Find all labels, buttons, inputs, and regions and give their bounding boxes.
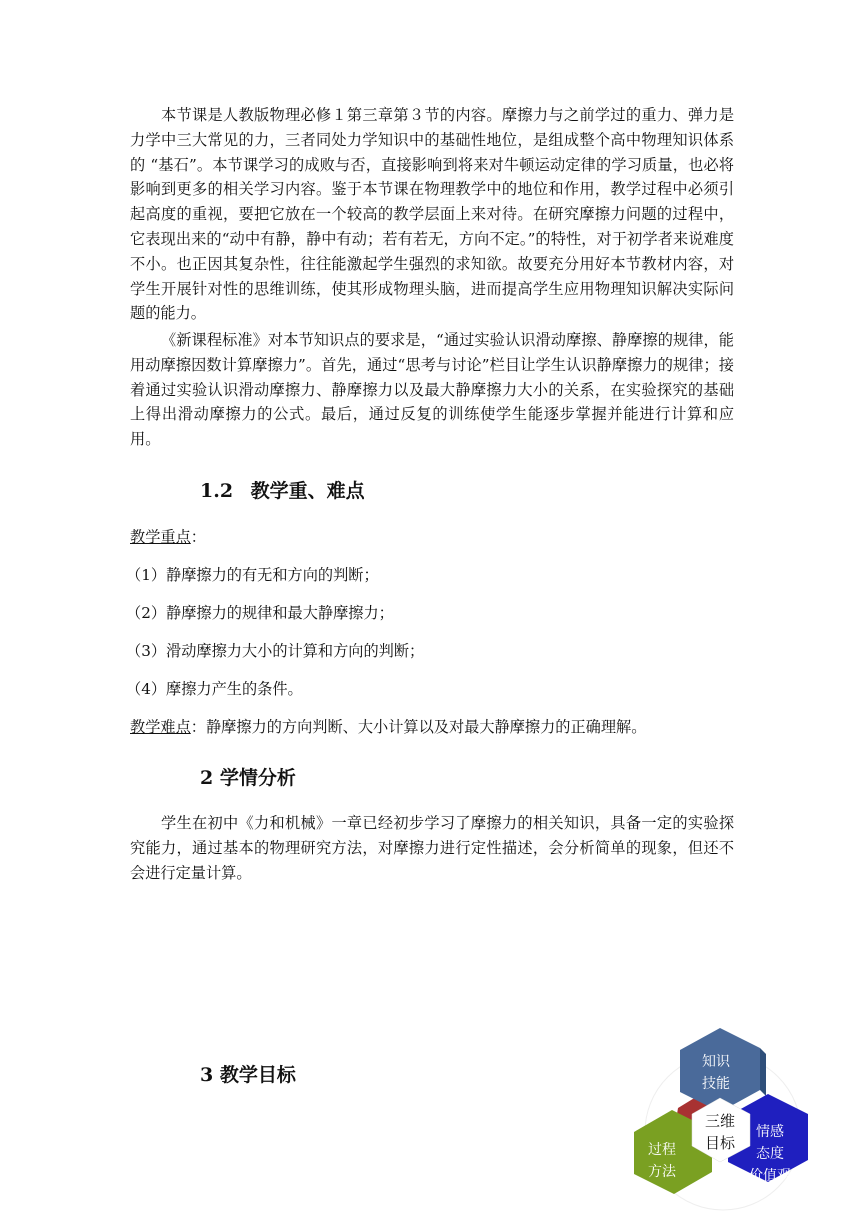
key-points-label-line bbox=[130, 527, 206, 547]
process-label-line-2: 方法 bbox=[648, 1163, 676, 1179]
learner-analysis-paragraph: 学生在初中《力和机械》一章已经初步学习了摩擦力的相关知识，具备一定的实验探究能力，通过基本的物理研究方法，对摩擦力进行定性描述，会分析简单的现象，但还不会进行定量计算。 bbox=[130, 814, 734, 882]
key-point-item: （4）摩擦力产生的条件。 bbox=[126, 680, 303, 698]
center-label-line-1: 三维 bbox=[704, 1113, 736, 1130]
difficulty-line bbox=[130, 717, 646, 737]
knowledge-label-line-2: 技能 bbox=[702, 1075, 730, 1091]
key-points-label: 教学重点 bbox=[130, 528, 191, 546]
section-title: 教学重、难点 bbox=[250, 480, 365, 502]
difficulty-label: 教学难点 bbox=[130, 718, 191, 736]
key-points-colon: ： bbox=[190, 528, 206, 546]
section-number: 3 bbox=[200, 1064, 214, 1086]
section-1-2-heading bbox=[200, 476, 365, 503]
section-title: 教学目标 bbox=[219, 1064, 296, 1086]
section-3-heading bbox=[200, 1060, 296, 1087]
knowledge-hex-shade bbox=[760, 1048, 766, 1096]
emotion-label-line-1: 情感 bbox=[756, 1123, 784, 1139]
center-label-line-2: 目标 bbox=[704, 1135, 736, 1152]
three-dimension-goals-diagram bbox=[628, 1020, 818, 1216]
section-number: 2 bbox=[200, 767, 214, 789]
key-point-item: （2）静摩擦力的规律和最大静摩擦力； bbox=[126, 604, 394, 622]
knowledge-label-line-1: 知识 bbox=[702, 1053, 730, 1069]
key-point-item: （1）静摩擦力的有无和方向的判断； bbox=[126, 566, 379, 584]
section-number: 1.2 bbox=[200, 480, 234, 502]
emotion-label-line-2: 态度 bbox=[756, 1145, 784, 1161]
section-2-heading bbox=[200, 763, 296, 790]
process-label-line-1: 过程 bbox=[648, 1141, 676, 1157]
intro-paragraph-1: 本节课是人教版物理必修１第三章第３节的内容。摩擦力与之前学过的重力、弹力是力学中三大常见的力，三者同处力学知识中的基础性地位，是组成整个高中物理知识体系的 “基石”。本节课学习的成败与否，直接影响到将来对牛顿运动定律的学习质量，也必将影响到更多的相关学习内容。鉴于本节课在物理教学中的地位和作用，教学过程中必须引起高度的重视，要把它放在一个较高的教学层面上来对待。在研究摩擦力问题的过程中，它表现出来的“动中有静，静中有动；若有若无，方向不定。”的特性，对于初学者来说难度不小。也正因其复杂性，往往能激起学生强烈的求知欲。故要充分用好本节教材内容，对学生开展针对性的思维训练，使其形成物理头脑，进而提高学生应用物理知识解决实际问题的能力。 bbox=[130, 106, 734, 323]
emotion-label-line-3: 价值观 bbox=[749, 1167, 791, 1183]
section-title: 学情分析 bbox=[219, 767, 296, 789]
key-point-item: （3）滑动摩擦力大小的计算和方向的判断； bbox=[126, 642, 425, 660]
difficulty-text: ：静摩擦力的方向判断、大小计算以及对最大静摩擦力的正确理解。 bbox=[190, 718, 647, 736]
intro-paragraph-2: 《新课程标准》对本节知识点的要求是，“通过实验认识滑动摩擦、静摩擦的规律，能用动摩擦因数计算摩擦力”。首先，通过“思考与讨论”栏目让学生认识静摩擦力的规律；接着通过实验认识滑动摩擦力、静摩擦力以及最大静摩擦力大小的关系，在实验探究的基础上得出滑动摩擦力的公式。最后，通过反复的训练使学生能逐步掌握并能进行计算和应用。 bbox=[130, 331, 734, 449]
